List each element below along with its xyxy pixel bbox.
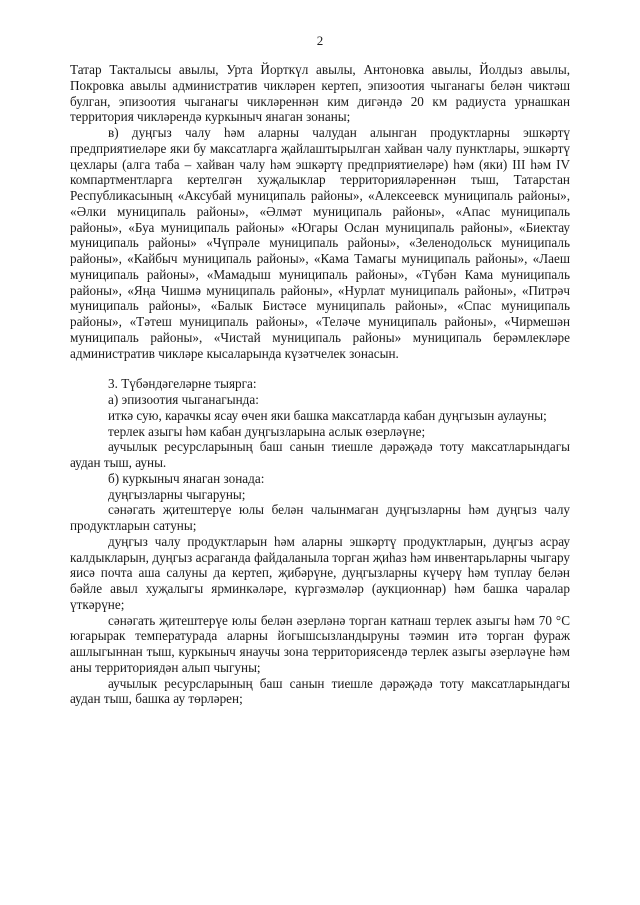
page-number: 2 [316,33,324,48]
list-item: иткә сую, карачкы ясау өчен яки башка максатларда кабан дуңгызын аулауны; [108,407,547,423]
list-item: аучылык ресурсларының баш санын тиешле дәрәҗәдә тоту максатларындагы аудан тыш, башка ау төрләрен; [70,675,570,707]
list-item: терлек азыгы һәм кабан дуңгызларына аслык өзерләүне; [108,423,426,439]
paragraph: в) дуңгыз чалу һәм аларны чалудан алынган продуктларны эшкәртү предприятиеләре яки бу максатларга җайлаштырылган хайван чалу пунктлары, эшкәртү цехлары (алга таба – хайван чалу һәм эшкәртү предприятиеләре) һәм (яки) III һәм IV компартментларга кертелгән хуҗалыклар территорияләреннән тыш, Татарстан Республикасының «Аксубай муниципаль районы», «Алексеевск муниципаль районы», «Әлки муниципаль районы», «Әлмәт муниципаль районы», «Апас муниципаль районы», «Буа муниципаль районы» «Югары Ослан муниципаль районы», «Биектау муниципаль районы» «Чүпрәле муниципаль районы», «Зеленодольск муниципаль районы», «Кайбыч муниципаль районы», «Кама Тамагы муниципаль районы», «Лаеш муниципаль районы», «Мамадыш муниципаль районы», «Түбән Кама муниципаль районы», «Яңа Чишмә муниципаль районы», «Нурлат муниципаль районы», «Питрәч муниципаль районы», «Балык Бистәсе муниципаль районы», «Спас муниципаль районы», «Тәтеш муниципаль районы», «Теләче муниципаль районы», «Чирмешән муниципаль районы», «Чистай муниципаль районы» муниципаль берәмлекләре административ чикләре кысаларында күзәтчелек зонасын. [70,125,570,361]
section-heading: 3. Түбәндәгеләрне тыярга: [108,376,257,392]
list-item: дуңгызларны чыгаруны; [108,486,246,502]
list-item: аучылык ресурсларының баш санын тиешле дәрәҗәдә тоту максатларындагы аудан тыш, ауны. [70,439,570,470]
list-item: дуңгыз чалу продуктларын һәм аларны эшкәртү продуктларын, дуңгыз асрау калдыкларын, дуңгыз асраганда файдаланыла торган җиһаз һәм инвентарьларны чыгару яисә почта аша салуны да кертеп, җибәрүне, дуңгызларны күчерү һәм туплау белән бәйле авыл хуҗалыгы ярминкәләре, күргәзмәләр (аукционнар) һәм башка чаралар үткәрүне; [70,533,570,612]
list-item: сәнәгать җитештерүе юлы белән әзерләнә торган катнаш терлек азыгы һәм 70 °С югарырак температурада аларны йогышсызландыруны тәэмин итә торган фураж ашлыгыннан тыш, куркыныч янаучы зона территориясендә терлек азыгы әзерләүне һәм аны территориядән алып чыгуны; [70,612,570,675]
list-item: сәнәгать җитештерүе юлы белән чалынмаган дуңгызларны һәм дуңгыз чалу продуктларын сатуны; [70,502,570,533]
subsection-heading: а) эпизоотия чыганагында: [108,392,259,407]
subsection-heading: б) куркыныч янаган зонада: [108,470,265,486]
document-body [70,62,570,707]
paragraph: Татар Такталысы авылы, Урта Йорткүл авылы, Антоновка авылы, Йолдыз авылы, Покровка авылы административ чикләрен кертеп, эпизоотия чыганагы белән чиктәш булган, эпизоотия чыганагы чикләреннән ким дигәндә 20 км радиуста урнашкан территория чикләрендә куркыныч янаган зонаны; [70,62,570,125]
